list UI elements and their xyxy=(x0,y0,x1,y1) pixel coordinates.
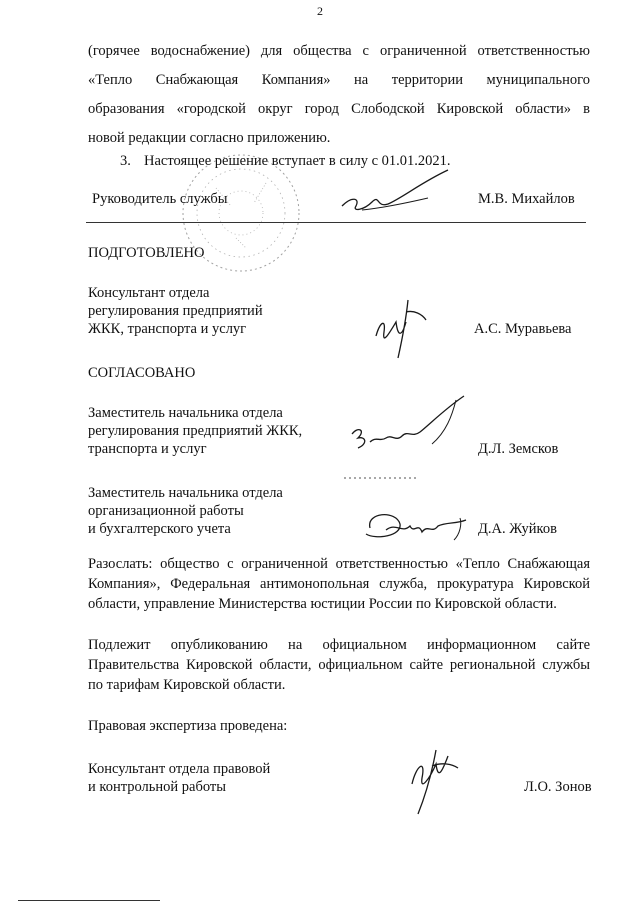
legal-review-position-line-1: Консультант отдела правовой xyxy=(88,761,271,777)
legal-review-name: Л.О. Зонов xyxy=(524,779,592,795)
distribution-line-3: области, управление Министерства юстиции России по Кировской области. xyxy=(88,596,557,612)
intro-line-3: образования «городской округ город Слободской Кировской области» в xyxy=(88,101,590,117)
agreed-person-2-line-1: Заместитель начальника отдела xyxy=(88,485,283,501)
separator-line xyxy=(86,222,586,223)
prepared-position-line-3: ЖКК, транспорта и услуг xyxy=(88,321,247,337)
prepared-heading: ПОДГОТОВЛЕНО xyxy=(88,245,205,261)
distribution-line-2: Компания», Федеральная антимонопольная служба, прокуратура Кировской xyxy=(88,576,590,592)
agreed-person-2-name: Д.А. Жуйков xyxy=(478,521,557,537)
intro-line-1: (горячее водоснабжение) для общества с ограниченной ответственностью xyxy=(88,43,590,59)
prepared-position-line-1: Консультант отдела xyxy=(88,285,210,301)
agreed-person-1-signature xyxy=(336,392,476,487)
legal-review-position-line-2: и контрольной работы xyxy=(88,779,226,795)
page-number: 2 xyxy=(317,4,323,18)
agreed-person-1-name: Д.Л. Земсков xyxy=(478,441,559,457)
agreed-person-2-line-2: организационной работы xyxy=(88,503,244,519)
clause-number: 3. xyxy=(120,153,131,169)
intro-line-2: «Тепло Снабжающая Компания» на территории муниципального xyxy=(88,72,590,88)
agreed-person-1-line-1: Заместитель начальника отдела xyxy=(88,405,283,421)
legal-review-signature xyxy=(402,744,462,818)
prepared-signature xyxy=(368,292,438,362)
agreed-heading: СОГЛАСОВАНО xyxy=(88,365,196,381)
head-name: М.В. Михайлов xyxy=(478,191,575,207)
publication-line-3: по тарифам Кировской области. xyxy=(88,677,286,693)
agreed-person-2-line-3: и бухгалтерского учета xyxy=(88,521,231,537)
intro-line-4: новой редакции согласно приложению. xyxy=(88,130,331,146)
prepared-position-line-2: регулирования предприятий xyxy=(88,303,263,319)
prepared-name: А.С. Муравьева xyxy=(474,321,572,337)
head-position: Руководитель службы xyxy=(92,191,228,207)
distribution-line-1: Разослать: общество с ограниченной ответственностью «Тепло Снабжающая xyxy=(88,556,590,572)
legal-review-heading: Правовая экспертиза проведена: xyxy=(88,718,288,734)
head-signature xyxy=(332,168,452,218)
publication-line-2: Правительства Кировской области, официальном сайте региональной службы xyxy=(88,657,590,673)
clause-text: Настоящее решение вступает в силу с 01.01.2021. xyxy=(144,153,451,169)
agreed-person-2-signature xyxy=(356,504,476,548)
footnote-separator xyxy=(18,900,160,901)
agreed-person-1-line-3: транспорта и услуг xyxy=(88,441,207,457)
agreed-person-1-line-2: регулирования предприятий ЖКК, xyxy=(88,423,303,439)
publication-line-1: Подлежит опубликованию на официальном информационном сайте xyxy=(88,637,590,653)
